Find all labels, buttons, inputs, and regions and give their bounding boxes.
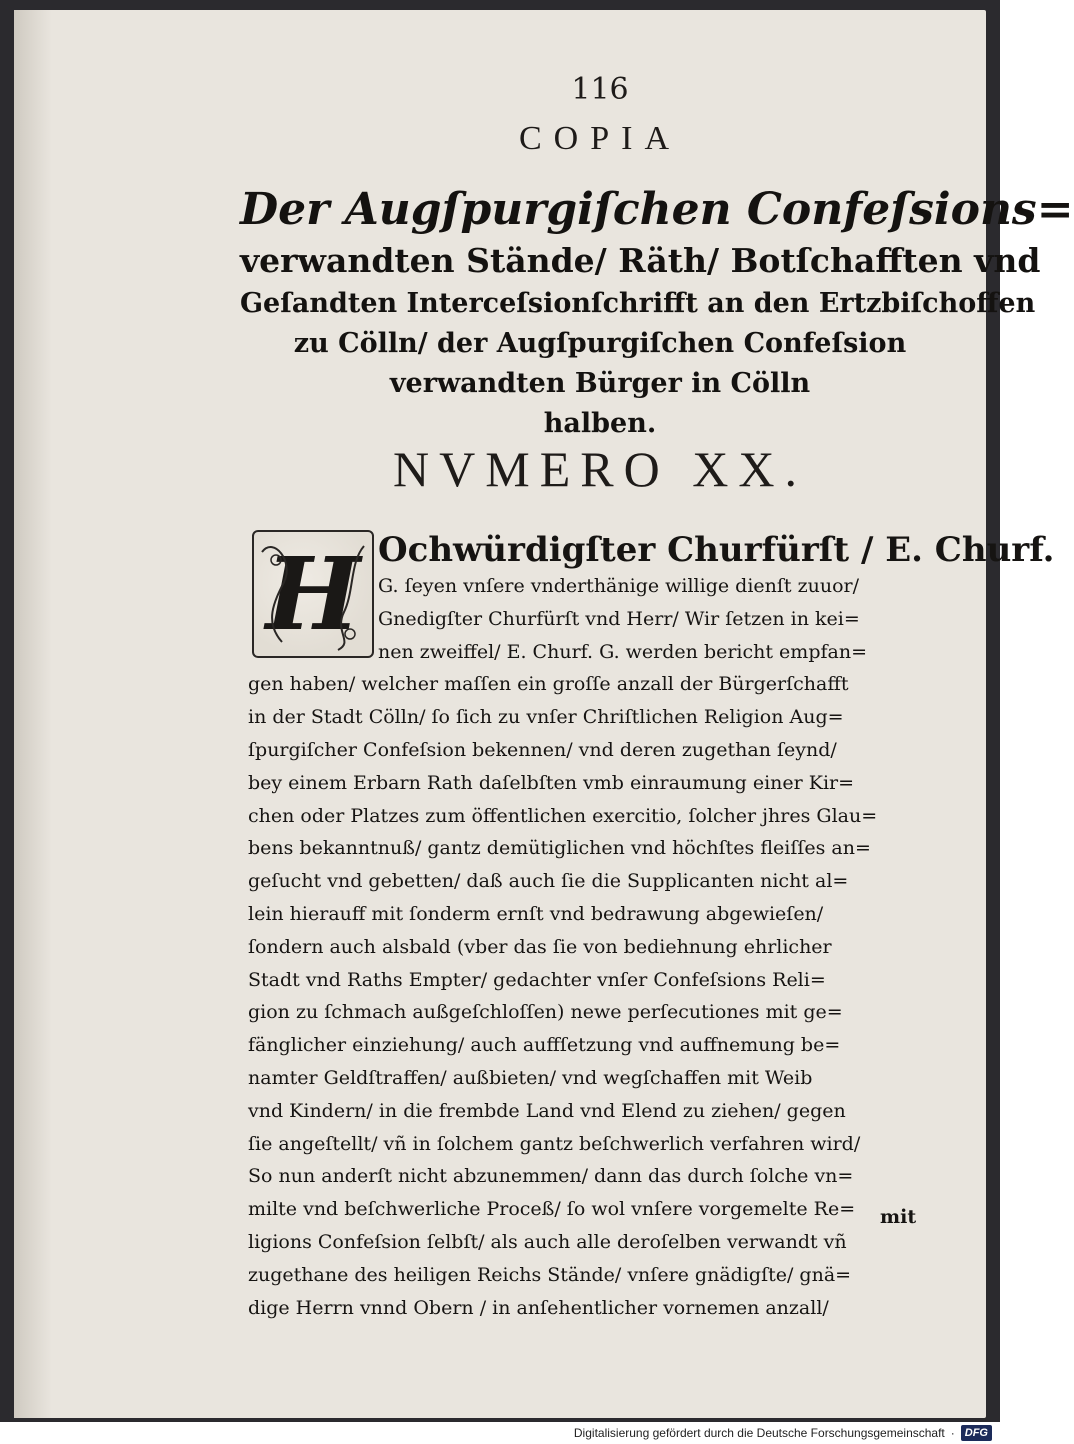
title-line: zu Cölln/ der Augſpurgiſchen Confeſsion [293,328,907,359]
numero-heading: NVMERO XX. [393,441,807,497]
funding-note: Digitalisierung gefördert durch die Deutsche Forschungsgemeinschaft [573,1426,945,1440]
body-line: ſie angeſtellt/ vñ in ſolchem gantz beſchwerlich verfahren wird/ [248,1132,861,1155]
dfg-logo[interactable]: DFG [961,1425,992,1441]
body-line: ſondern auch alsbald (vber das ſie von bediehnung ehrlicher [248,935,832,958]
body-line: fänglicher einziehung/ auch auffſetzung vnd auffnemung be= [248,1034,841,1057]
title-line: Der Augſpurgiſchen Confeſsions= [240,184,1074,235]
body-line: nen zweiffel/ E. Churf. G. werden bericht empfan= [378,640,867,663]
body-line: zugethane des heiligen Reichs Stände/ vnſere gnädigſte/ gnä= [248,1263,852,1286]
catchword: mit [880,1206,917,1228]
body-line: Ochwürdigſter Churfürſt / E. Churf. [378,530,1055,570]
title-line: verwandten Stände/ Räth/ Botſchafften vnd [240,241,1041,280]
decorated-initial [252,530,374,658]
body-line: dige Herrn vnnd Obern / in anſehentlicher vornemen anzall/ [248,1296,829,1319]
copia-heading: COPIA [518,120,682,157]
initial-letter: H [265,535,361,653]
page-gutter-shadow [14,10,52,1418]
flourish-ornament-icon [254,532,372,656]
body-line: lein hierauff mit ſonderm ernſt vnd bedrawung abgewieſen/ [248,902,824,925]
body-line: G. ſeyen vnſere vnderthänige willige dienſt zuuor/ [378,575,859,597]
title-line: Geſandten Interceſsionſchrifft an den Ertzbiſchoffen [240,288,1036,319]
body-line: geſucht vnd gebetten/ daß auch ſie die Supplicanten nicht al= [248,870,849,893]
body-line: gen haben/ welcher maſſen ein groſſe anzall der Bürgerſchafft [248,673,849,696]
body-line: milte vnd beſchwerliche Proceß/ ſo wol vnſere vorgemelte Re= [248,1198,856,1221]
body-line: Stadt vnd Raths Empter/ gedachter vnſer Confeſsions Reli= [248,968,826,991]
page-number: 116 [571,72,629,107]
body-line: ſpurgiſcher Confeſsion bekennen/ vnd deren zugethan ſeynd/ [248,738,837,761]
body-line: vnd Kindern/ in die frembde Land vnd Elend zu ziehen/ gegen [248,1099,846,1122]
body-line: chen oder Platzes zum öffentlichen exercitio, ſolcher jhres Glau= [248,804,878,827]
title-line: verwandten Bürger in Cölln [389,368,811,399]
body-line: ligions Confeſsion ſelbſt/ als auch alle deroſelben verwandt vñ [248,1230,847,1253]
body-line: gion zu ſchmach außgeſchloſſen) newe perſecutiones mit ge= [248,1001,843,1024]
body-line: So nun anderſt nicht abzunemmen/ dann das durch ſolche vn= [248,1165,854,1188]
body-line: namter Geldſtraffen/ außbieten/ vnd wegſchaffen mit Weib [248,1066,813,1089]
separator: · [950,1426,955,1440]
body-line: in der Stadt Cölln/ ſo ſich zu vnſer Chriſtlichen Religion Aug= [248,706,844,729]
document-title [240,182,1074,444]
title-line: halben. [543,408,657,439]
body-line: bey einem Erbarn Rath daſelbſten vmb einraumung einer Kir= [248,771,855,794]
footer [574,1423,992,1443]
body-line: bens bekanntnuß/ gantz demütiglichen vnd höchſtes fleiſſes an= [248,837,871,860]
body-line: Gnedigſter Churfürſt vnd Herr/ Wir ſetzen in kei= [378,607,860,630]
